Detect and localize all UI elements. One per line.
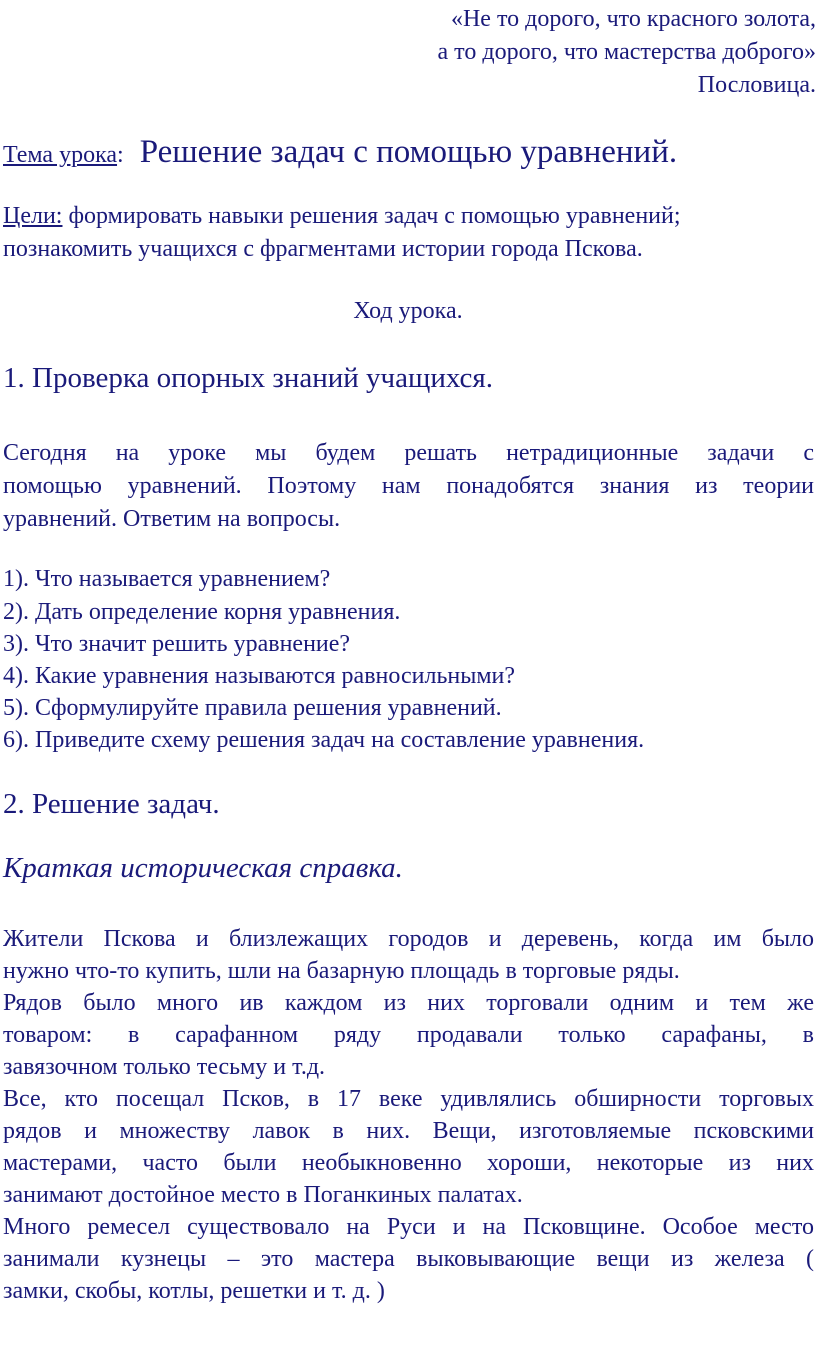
goals-label: Цели: (3, 203, 63, 229)
history-line-11: занимали кузнецы – это мастера выковывающие вещи из железа ( (3, 1246, 814, 1272)
topic-line (3, 134, 677, 171)
history-line-6: Все, кто посещал Псков, в 17 веке удивлялись обширности торговых (3, 1086, 814, 1112)
topic-label: Тема урока (3, 142, 118, 168)
history-line-9: занимают достойное место в Поганкиных палатах. (3, 1182, 523, 1208)
history-line-1: Жители Пскова и близлежащих городов и деревень, когда им было (3, 926, 814, 952)
epigraph-line-2: а то дорого, что мастерства доброго» (437, 39, 816, 65)
history-line-3: Рядов было много ив каждом из них торговали одним и тем же (3, 990, 814, 1016)
history-line-10: Много ремесел существовало на Руси и на Псковщине. Особое место (3, 1214, 814, 1240)
section1-heading: 1. Проверка опорных знаний учащихся. (3, 362, 493, 394)
goals-text-1: формировать навыки решения задач с помощью уравнений; (62, 203, 681, 229)
history-line-5: завязочном только тесьму и т.д. (3, 1054, 326, 1080)
question-2: 2). Дать определение корня уравнения. (3, 599, 401, 625)
goals-line-1 (3, 203, 681, 230)
section1-intro-line-2: помощью уравнений. Поэтому нам понадобятся знания из теории (3, 473, 814, 499)
history-line-12: замки, скобы, котлы, решетки и т. д. ) (3, 1278, 385, 1304)
question-6: 6). Приведите схему решения задач на составление уравнения. (3, 727, 645, 753)
topic-colon: : (117, 142, 124, 168)
question-1: 1). Что называется уравнением? (3, 566, 331, 592)
section2-heading: 2. Решение задач. (3, 788, 220, 820)
section1-intro-line-1: Сегодня на уроке мы будем решать нетрадиционные задачи с (3, 440, 814, 466)
epigraph-line-1: «Не то дорого, что красного золота, (450, 6, 816, 32)
history-line-8: мастерами, часто были необыкновенно хороши, некоторые из них (3, 1150, 814, 1176)
lesson-heading: Ход урока. (353, 298, 463, 324)
question-5: 5). Сформулируйте правила решения уравнений. (3, 695, 502, 721)
history-line-2: нужно что-то купить, шли на базарную площадь в торговые ряды. (3, 958, 680, 984)
question-3: 3). Что значит решить уравнение? (3, 631, 351, 657)
history-heading: Краткая историческая справка. (3, 852, 403, 884)
topic-title: Решение задач с помощью уравнений. (139, 134, 678, 170)
history-line-7: рядов и множеству лавок в них. Вещи, изготовляемые псковскими (3, 1118, 814, 1144)
epigraph-source: Пословица. (697, 72, 816, 98)
history-line-4: товаром: в сарафанном ряду продавали только сарафаны, в (3, 1022, 814, 1048)
goals-line-2: познакомить учащихся с фрагментами истории города Пскова. (3, 236, 643, 262)
question-4: 4). Какие уравнения называются равносильными? (3, 663, 516, 689)
section1-intro-line-3: уравнений. Ответим на вопросы. (3, 506, 341, 532)
